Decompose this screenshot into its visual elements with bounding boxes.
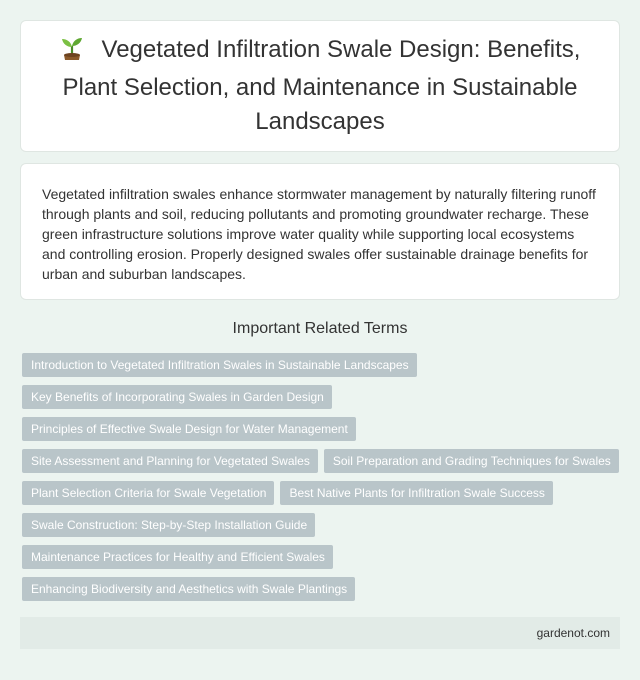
tag-row [22, 481, 622, 505]
tag-row [22, 513, 622, 537]
related-term-tag[interactable]: Soil Preparation and Grading Techniques for Swales [324, 449, 619, 473]
footer-site-link[interactable]: gardenot.com [536, 626, 610, 640]
related-terms-list [22, 353, 622, 609]
footer [20, 617, 620, 649]
related-term-tag[interactable]: Principles of Effective Swale Design for Water Management [22, 417, 356, 441]
related-terms-heading: Important Related Terms [232, 320, 408, 337]
tag-row [22, 449, 622, 473]
related-term-tag[interactable]: Best Native Plants for Infiltration Swale Success [280, 481, 552, 505]
sprout-icon [60, 35, 84, 71]
related-term-tag[interactable]: Maintenance Practices for Healthy and Efficient Swales [22, 545, 333, 569]
tag-row [22, 577, 622, 601]
summary-card [20, 163, 620, 300]
tag-row [22, 417, 622, 441]
summary-text: Vegetated infiltration swales enhance stormwater management by naturally filtering runoff through plants and soil, reducing pollutants and promoting groundwater recharge. These green infrastructure solutions improve water quality while supporting local ecosystems and controlling erosion. Properly designed swales offer sustainable drainage benefits for urban and suburban landscapes. [42, 186, 596, 282]
tag-row [22, 545, 622, 569]
page-title [45, 33, 595, 139]
related-term-tag[interactable]: Site Assessment and Planning for Vegetated Swales [22, 449, 318, 473]
related-term-tag[interactable]: Enhancing Biodiversity and Aesthetics with Swale Plantings [22, 577, 355, 601]
related-term-tag[interactable]: Key Benefits of Incorporating Swales in Garden Design [22, 385, 332, 409]
related-term-tag[interactable]: Introduction to Vegetated Infiltration Swales in Sustainable Landscapes [22, 353, 417, 377]
tag-row [22, 385, 622, 409]
tag-row [22, 353, 622, 377]
page-title-text: Vegetated Infiltration Swale Design: Benefits, Plant Selection, and Maintenance in Sustainable Landscapes [62, 36, 581, 135]
related-term-tag[interactable]: Swale Construction: Step-by-Step Installation Guide [22, 513, 315, 537]
title-card [20, 20, 620, 152]
related-term-tag[interactable]: Plant Selection Criteria for Swale Vegetation [22, 481, 274, 505]
